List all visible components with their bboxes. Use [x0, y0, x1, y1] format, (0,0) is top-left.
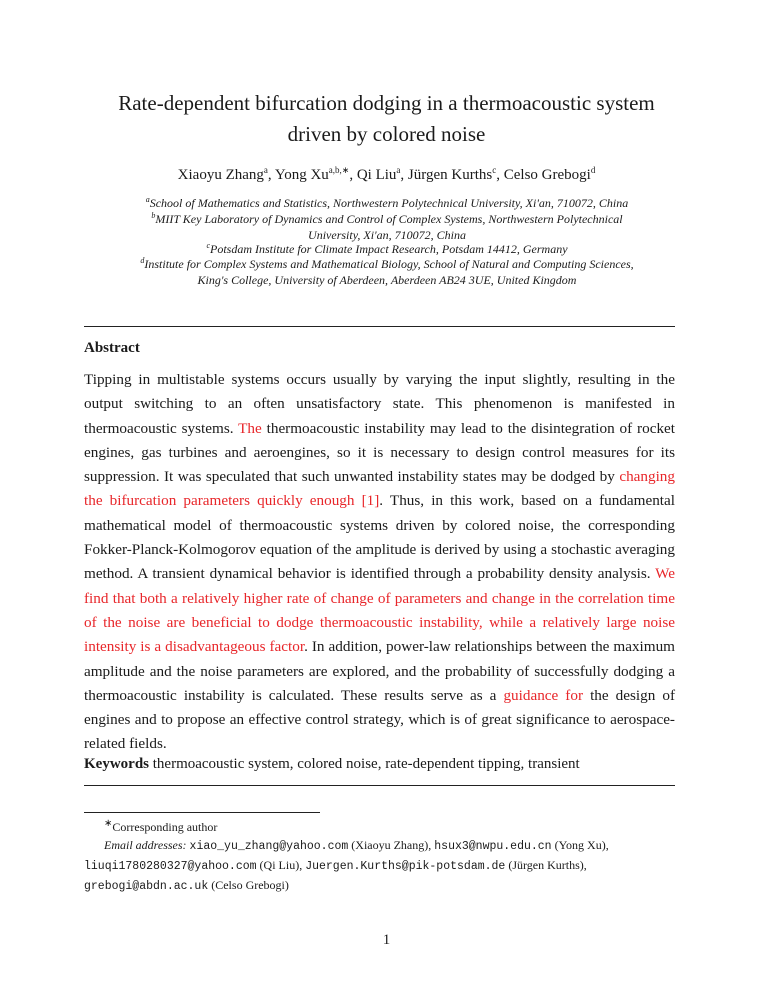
keywords-text: thermoacoustic system, colored noise, rate-dependent tipping, transient: [149, 756, 580, 772]
author-sup: d: [590, 165, 596, 175]
abstract-text: . Thus, in this work, based on a fundamental mathematical model of thermoacoustic systems driven by colored noise, the corresponding Fokker-Planck-Kolmogorov equation of the amplitude is derived by using a stochastic averaging method. A transient dynamical behavior is identified through a probability density analysis.: [84, 492, 675, 583]
keywords-label: Keywords: [84, 756, 149, 772]
email-owner: (Jürgen Kurths),: [505, 858, 587, 872]
author-name: Qi Liu: [356, 167, 397, 183]
affiliation-mark: b: [151, 211, 156, 220]
keywords: [84, 754, 675, 774]
email-owner: (Celso Grebogi): [208, 878, 289, 892]
footnote-emails-line-3: [84, 876, 675, 896]
email-label: Email addresses:: [104, 838, 187, 852]
affiliation-line: School of Mathematics and Statistics, Northwestern Polytechnical University, Xi'an, 710072, China: [149, 196, 629, 210]
author-list: Xiaoyu Zhang$^a$, Yong $Xu^{a,b,∗}$, Qi Liu$^a$, Jürgen Kurths$^c$, Celso Grebogi$^d$: [177, 165, 596, 183]
highlighted-text: The: [238, 419, 262, 437]
affiliation-mark: a: [145, 195, 150, 204]
highlighted-text: guidance for: [503, 686, 584, 704]
author-sup: a: [396, 165, 401, 175]
author-name: Yong Xu: [274, 167, 329, 183]
title-line-1: Rate-dependent bifurcation dodging in a thermoacoustic system: [118, 91, 655, 115]
bottom-divider: [84, 785, 675, 786]
footnote-rule: [84, 812, 320, 813]
email-owner: (Qi Liu),: [256, 858, 306, 872]
author-name: Celso Grebogi: [503, 167, 591, 183]
abstract-text: the design of engines and to propose an effective control strategy, which is of great significance to aerospace-related fields.: [84, 686, 676, 753]
highlighted-citation-text: changing the bifurcation parameters quickly enough [1]: [84, 468, 675, 510]
abstract-text: . In addition, power-law relationships between the maximum amplitude and the noise parameters are explored, and the probability of successfully dodging a thermoacoustic instability is calculated. These results serve as a: [84, 638, 675, 704]
abstract-text: thermoacoustic instability may lead to the disintegration of rocket engines, gas turbines and aeroengines, so it is necessary to design control measures for its suppression. It was speculated that such unwanted instability states may be dodged by: [84, 419, 675, 486]
footnote-mark: ∗: [104, 818, 113, 829]
email-link[interactable]: hsux3@nwpu.edu.cn: [434, 840, 552, 853]
author-name: Jürgen Kurths: [407, 167, 493, 183]
email-link[interactable]: liuqi1780280327@yahoo.com: [84, 860, 257, 873]
abstract-text: Tipping in multistable systems occurs usually by varying the input slightly, resulting in the output switching to an often unsatisfactory state. This phenomenon is manifested in thermoacoustic systems.: [84, 371, 675, 437]
affiliation-mark: c: [206, 241, 211, 250]
footnote-corresponding: [84, 815, 675, 836]
affiliation-d: [92, 253, 682, 288]
email-link[interactable]: xiao_yu_zhang@yahoo.com: [189, 840, 349, 853]
abstract-body: [84, 368, 675, 757]
page-number: 1: [382, 932, 391, 948]
title-line-2: driven by colored noise: [287, 122, 486, 146]
abstract-heading: Abstract: [84, 340, 140, 356]
author-name: Xiaoyu Zhang: [177, 167, 264, 183]
email-link[interactable]: grebogi@abdn.ac.uk: [84, 880, 209, 893]
affiliation-line: MIIT Key Laboratory of Dynamics and Control of Complex Systems, Northwestern Polytechnical: [155, 212, 623, 226]
author-sup: c: [492, 165, 497, 175]
affiliation-line: Potsdam Institute for Climate Impact Research, Potsdam 14412, Germany: [210, 242, 568, 256]
top-divider: [84, 326, 675, 327]
highlighted-text: We find that both a relatively higher rate of change of parameters and change in the correlation time of the noise are beneficial to dodge thermoacoustic instability, while a relatively large noise intensity is a disadvantageous factor: [84, 565, 675, 656]
email-link[interactable]: Juergen.Kurths@pik-potsdam.de: [305, 860, 506, 873]
footnote-emails-line-2: [84, 856, 675, 876]
email-owner: (Yong Xu),: [551, 838, 609, 852]
affiliation-line: University, Xi'an, 710072, China: [308, 228, 466, 242]
email-owner: (Xiaoyu Zhang),: [348, 838, 435, 852]
affiliation-mark: d: [140, 256, 145, 265]
author-sup: a: [263, 165, 268, 175]
footnote: [84, 815, 675, 896]
paper-title: [84, 88, 689, 150]
author-sup: a,b,∗: [328, 165, 350, 175]
affiliation-line: King's College, University of Aberdeen, Aberdeen AB24 3UE, United Kingdom: [197, 273, 577, 287]
corresponding-label: Corresponding author: [112, 820, 218, 834]
affiliation-line: Institute for Complex Systems and Mathematical Biology, School of Natural and Computing Sciences,: [144, 257, 634, 271]
footnote-emails-line-1: [84, 836, 675, 856]
